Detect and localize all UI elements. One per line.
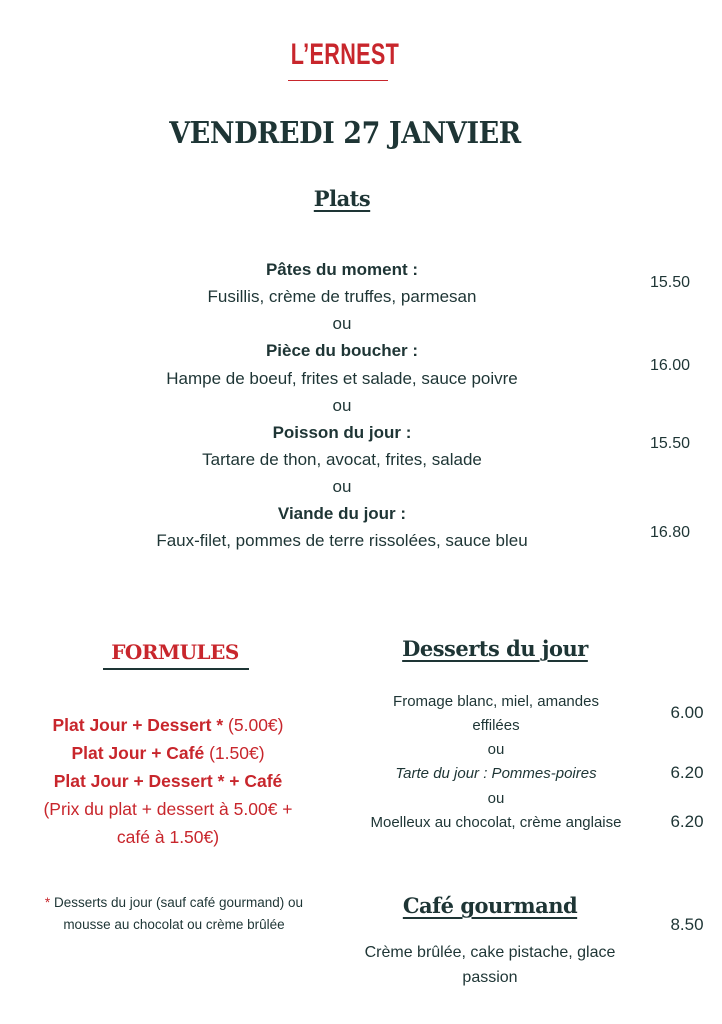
formule-line-2: [0, 739, 336, 767]
plat-name-3: Poisson du jour :: [272, 423, 412, 442]
dessert-3-line-1: Moelleux au chocolat, crème anglaise: [370, 814, 622, 831]
footnote-line-1: [0, 892, 348, 914]
cafe-gourmand-description: [330, 940, 650, 990]
plat-separator-1: ou: [332, 314, 352, 333]
formule-line-1-bold: Plat Jour + Dessert *: [52, 715, 224, 735]
plat-description-4: Faux-filet, pommes de terre rissolées, sauce bleu: [156, 531, 528, 550]
formule-line-1: [0, 711, 336, 739]
logo-underline: [288, 80, 388, 81]
formules-footnote: [0, 892, 348, 936]
dessert-separator-1: ou: [487, 741, 505, 758]
formule-line-2-price: (1.50€): [204, 743, 265, 763]
plat-description-3: Tartare de thon, avocat, frites, salade: [202, 450, 482, 469]
dessert-1-line-1: Fromage blanc, miel, amandes: [393, 693, 599, 710]
dessert-separator-2: ou: [487, 790, 505, 807]
formules-section-title: FORMULES: [111, 640, 239, 664]
formule-note-line-2: café à 1.50€): [116, 827, 220, 847]
formule-line-2-bold: Plat Jour + Café: [71, 743, 205, 763]
cafe-gourmand-title: Café gourmand: [402, 893, 578, 918]
plat-price-3: 15.50: [649, 435, 691, 452]
date-title: VENDREDI 27 JANVIER: [169, 116, 521, 151]
dessert-price-3: 6.20: [670, 812, 704, 831]
plats-section-title: Plats: [313, 186, 371, 211]
plat-price-2: 16.00: [649, 357, 691, 374]
dessert-1-line-2: effilées: [472, 717, 520, 734]
formules-underline: [103, 668, 249, 670]
dessert-2-line-1: Tarte du jour : Pommes-poires: [395, 765, 597, 782]
cafe-gourmand-line-2: passion: [462, 969, 518, 986]
footnote-text-1: Desserts du jour (sauf café gourmand) ou: [50, 895, 304, 910]
dessert-price-2: 6.20: [670, 763, 704, 782]
plat-description-1: Fusillis, crème de truffes, parmesan: [207, 287, 477, 306]
formule-line-3: [0, 767, 336, 795]
cafe-gourmand-price: 8.50: [670, 915, 704, 934]
restaurant-logo: L’ERNEST: [290, 38, 400, 71]
plat-separator-2: ou: [332, 396, 352, 415]
formule-line-1-price: (5.00€): [223, 715, 284, 735]
plat-name-1: Pâtes du moment :: [265, 260, 419, 279]
plat-separator-3: ou: [332, 477, 352, 496]
dessert-price-1: 6.00: [670, 703, 704, 722]
formule-note-line-1: (Prix du plat + dessert à 5.00€ +: [43, 799, 293, 819]
plat-name-4: Viande du jour :: [277, 504, 407, 523]
footnote-line-2: mousse au chocolat ou crème brûlée: [63, 917, 285, 932]
plat-price-4: 16.80: [649, 524, 691, 541]
footnote-star: *: [44, 895, 51, 910]
plat-description-2: Hampe de boeuf, frites et salade, sauce poivre: [166, 369, 518, 388]
desserts-section-title: Desserts du jour: [402, 636, 588, 661]
formule-line-3-bold: Plat Jour + Dessert * + Café: [53, 771, 283, 791]
cafe-gourmand-line-1: Crème brûlée, cake pistache, glace: [364, 944, 616, 961]
plat-name-2: Pièce du boucher :: [265, 341, 419, 360]
plat-price-1: 15.50: [649, 274, 691, 291]
